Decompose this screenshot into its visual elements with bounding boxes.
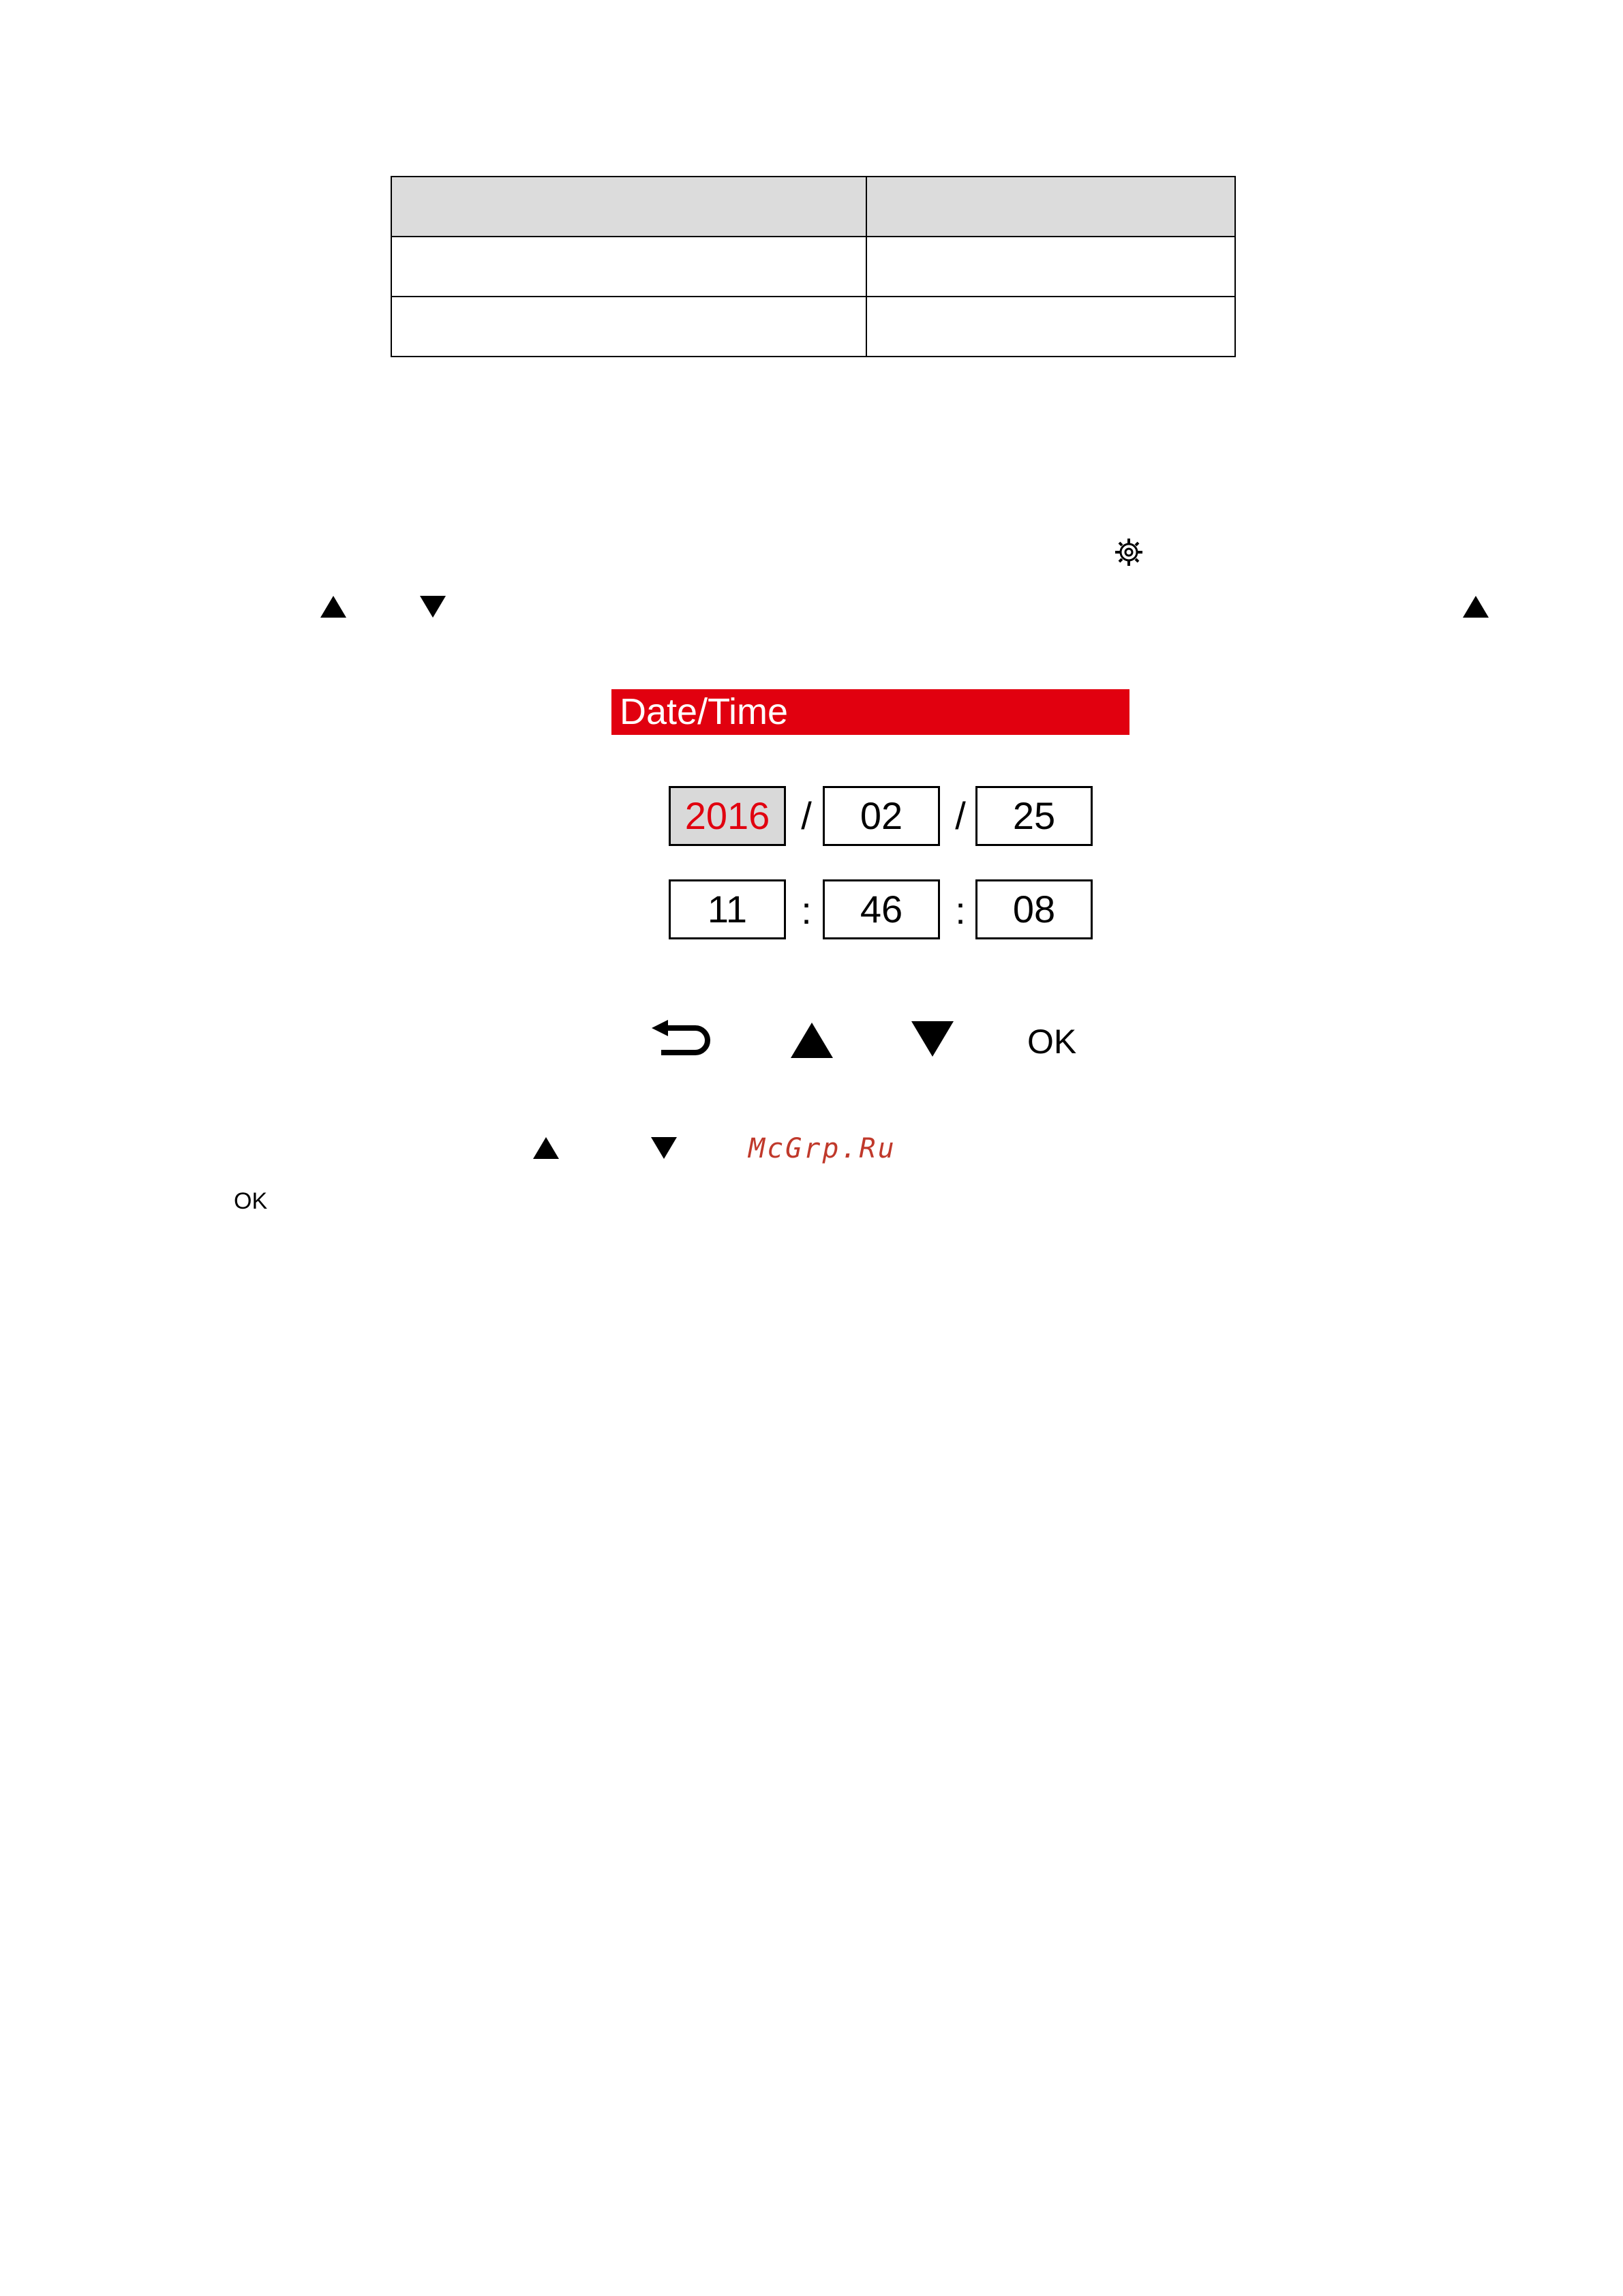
year-field[interactable]: 2016 (669, 786, 786, 846)
date-separator: / (801, 794, 812, 837)
table-cell (866, 297, 1235, 357)
table-cell (866, 177, 1235, 237)
spec-table (391, 176, 1236, 357)
triangle-down-icon[interactable] (911, 1021, 954, 1057)
table-cell (391, 177, 866, 237)
triangle-up-icon (320, 596, 346, 618)
table-header-row (391, 177, 1235, 237)
minute-field[interactable]: 46 (823, 879, 940, 939)
triangle-up-icon[interactable] (791, 1023, 833, 1058)
table-cell (391, 297, 866, 357)
table-cell (866, 237, 1235, 297)
return-arrow-icon[interactable] (652, 1020, 713, 1063)
table-row (391, 297, 1235, 357)
screen-title-bar: Date/Time (611, 689, 1129, 735)
gear-icon (1114, 537, 1144, 567)
triangle-down-icon (651, 1137, 677, 1159)
triangle-down-icon (420, 596, 446, 618)
ok-button[interactable]: OK (1027, 1023, 1077, 1061)
time-separator: : (955, 889, 966, 932)
ok-glyph: OK (234, 1188, 268, 1214)
second-field[interactable]: 08 (975, 879, 1093, 939)
triangle-up-icon (1463, 596, 1489, 618)
watermark: McGrp.Ru (748, 1133, 896, 1164)
triangle-up-icon (533, 1137, 559, 1159)
month-field[interactable]: 02 (823, 786, 940, 846)
table-cell (391, 237, 866, 297)
table-row (391, 237, 1235, 297)
date-separator: / (955, 794, 966, 837)
time-separator: : (801, 889, 812, 932)
day-field[interactable]: 25 (975, 786, 1093, 846)
hour-field[interactable]: 11 (669, 879, 786, 939)
